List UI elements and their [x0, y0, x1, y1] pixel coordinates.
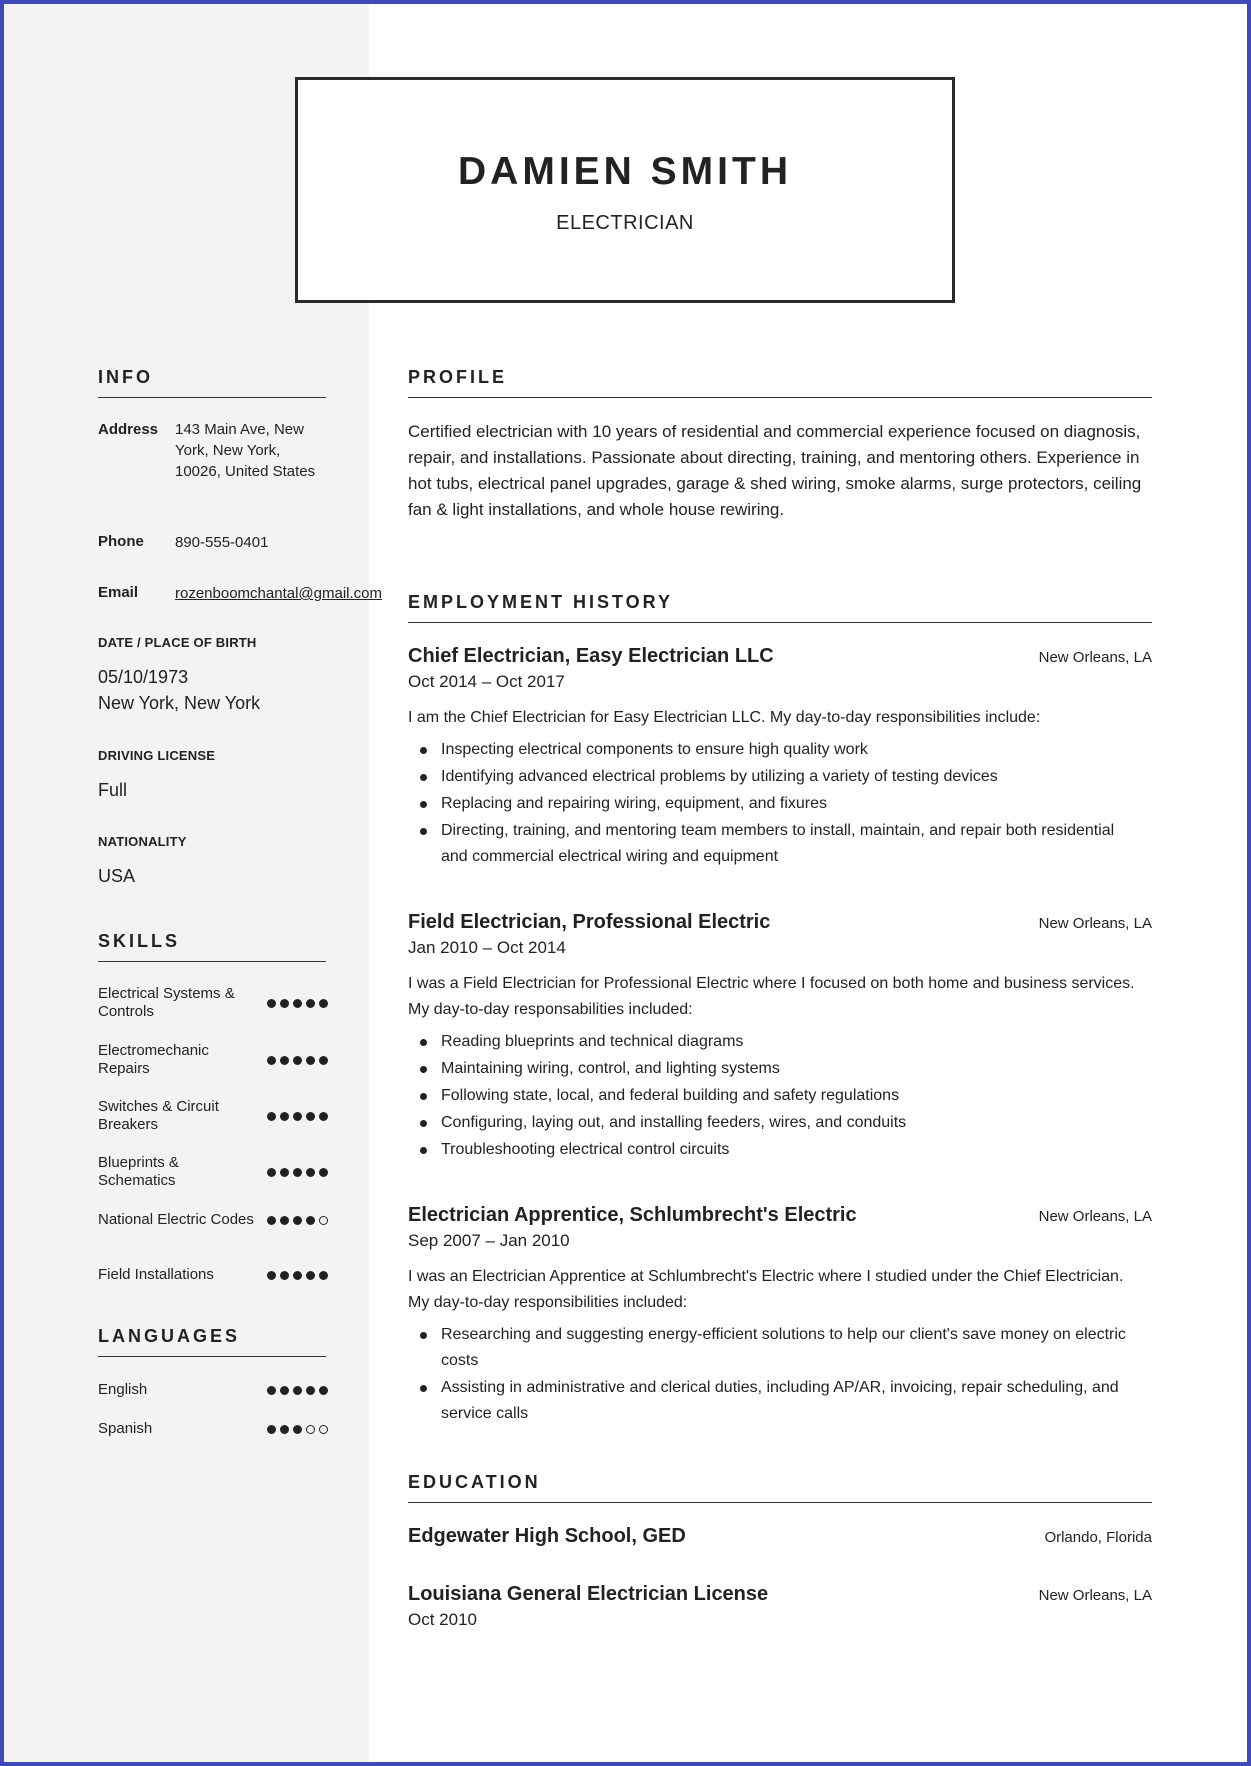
- filled-dot-icon: [280, 1216, 289, 1225]
- skill-name: Electromechanic Repairs: [98, 1042, 209, 1077]
- language-name: English: [98, 1381, 148, 1398]
- list-item: Inspecting electrical components to ensure high quality work: [408, 737, 1128, 763]
- skill-row: [98, 1098, 328, 1134]
- education-location: New Orleans, LA: [1038, 1587, 1152, 1604]
- address-value: 143 Main Ave, New York, New York, 10026, United States: [175, 421, 316, 480]
- employment-heading: EMPLOYMENT HISTORY: [408, 592, 674, 612]
- filled-dot-icon: [280, 1425, 289, 1434]
- dob-label: DATE / PLACE OF BIRTH: [98, 635, 257, 650]
- profile-text: Certified electrician with 10 years of residential and commercial experience focused on diagnosis, repair, and installations. Passionate about directing, training, and mentoring others. Experience in hot tubs, electrical panel upgrades, garage & shed wiring, smoke alarms, surge protectors, ceiling fan & light installations, and whole house rewiring.: [408, 422, 1142, 519]
- list-item: Identifying advanced electrical problems by utilizing a variety of testing devices: [408, 764, 1128, 790]
- job-entry: [408, 911, 1152, 1164]
- empty-dot-icon: [319, 1425, 328, 1434]
- skill-name: Electrical Systems & Controls: [98, 985, 235, 1020]
- skill-name: Field Installations: [98, 1266, 214, 1283]
- list-item: Following state, local, and federal building and safety regulations: [408, 1083, 1128, 1109]
- license-label: DRIVING LICENSE: [98, 748, 216, 763]
- dob-date: 05/10/1973: [98, 667, 189, 687]
- filled-dot-icon: [293, 999, 302, 1008]
- filled-dot-icon: [319, 1271, 328, 1280]
- filled-dot-icon: [306, 1112, 315, 1121]
- nationality-value: USA: [98, 866, 136, 886]
- skill-row: [98, 1211, 328, 1229]
- nationality-label: NATIONALITY: [98, 834, 187, 849]
- skills-heading: SKILLS: [98, 931, 181, 951]
- phone-label: Phone: [98, 533, 144, 550]
- languages-divider: [98, 1356, 326, 1357]
- filled-dot-icon: [267, 1216, 276, 1225]
- filled-dot-icon: [306, 1216, 315, 1225]
- language-rating-dots: [267, 1386, 328, 1395]
- language-row: [98, 1420, 328, 1438]
- filled-dot-icon: [306, 999, 315, 1008]
- filled-dot-icon: [280, 1271, 289, 1280]
- info-divider: [98, 397, 326, 398]
- skill-row: [98, 985, 328, 1021]
- candidate-name: DAMIEN SMITH: [458, 150, 792, 193]
- phone-value: 890-555-0401: [175, 534, 269, 551]
- job-description: I was a Field Electrician for Professional Electric where I focused on both home and business services. My day-to-day responsabilities included:: [408, 975, 1135, 1018]
- filled-dot-icon: [267, 1168, 276, 1177]
- language-row: [98, 1381, 328, 1399]
- education-location: Orlando, Florida: [1044, 1529, 1152, 1546]
- filled-dot-icon: [306, 1168, 315, 1177]
- filled-dot-icon: [293, 1386, 302, 1395]
- language-name: Spanish: [98, 1420, 153, 1437]
- filled-dot-icon: [319, 1112, 328, 1121]
- filled-dot-icon: [293, 1425, 302, 1434]
- job-dates: Sep 2007 – Jan 2010: [408, 1231, 570, 1250]
- filled-dot-icon: [267, 1056, 276, 1065]
- profile-heading: PROFILE: [408, 367, 508, 387]
- education-dates: Oct 2010: [408, 1610, 477, 1629]
- profile-divider: [408, 397, 1152, 398]
- skill-rating-dots: [267, 999, 328, 1008]
- education-title: Edgewater High School, GED: [408, 1525, 686, 1547]
- education-divider: [408, 1502, 1152, 1503]
- email-label: Email: [98, 584, 139, 601]
- filled-dot-icon: [280, 1056, 289, 1065]
- education-title: Louisiana General Electrician License: [408, 1583, 769, 1605]
- education-entry: [408, 1525, 1152, 1548]
- job-description: I am the Chief Electrician for Easy Electrician LLC. My day-to-day responsibilities include:: [408, 709, 1041, 726]
- filled-dot-icon: [293, 1271, 302, 1280]
- skill-name: Blueprints & Schematics: [98, 1154, 179, 1189]
- license-value: Full: [98, 780, 128, 800]
- dob-place: New York, New York: [98, 693, 261, 713]
- skill-rating-dots: [267, 1168, 328, 1177]
- skill-rating-dots: [267, 1056, 328, 1065]
- skills-divider: [98, 961, 326, 962]
- job-dates: Oct 2014 – Oct 2017: [408, 672, 565, 691]
- filled-dot-icon: [293, 1216, 302, 1225]
- list-item: Assisting in administrative and clerical duties, including AP/AR, invoicing, repair scheduling, and service calls: [408, 1375, 1128, 1427]
- name-header-box: [295, 77, 955, 303]
- job-entry: [408, 1204, 1152, 1428]
- filled-dot-icon: [306, 1386, 315, 1395]
- job-location: New Orleans, LA: [1038, 649, 1152, 666]
- filled-dot-icon: [267, 1112, 276, 1121]
- list-item: Reading blueprints and technical diagrams: [408, 1029, 1128, 1055]
- filled-dot-icon: [293, 1168, 302, 1177]
- skill-rating-dots: [267, 1271, 328, 1280]
- job-description: I was an Electrician Apprentice at Schlumbrecht's Electric where I studied under the Chief Electrician. My day-to-day responsibilities included:: [408, 1268, 1124, 1311]
- filled-dot-icon: [280, 1112, 289, 1121]
- job-dates: Jan 2010 – Oct 2014: [408, 938, 566, 957]
- job-title: Electrician Apprentice, Schlumbrecht's Electric: [408, 1204, 857, 1226]
- filled-dot-icon: [267, 999, 276, 1008]
- employment-divider: [408, 622, 1152, 623]
- filled-dot-icon: [293, 1112, 302, 1121]
- empty-dot-icon: [306, 1425, 315, 1434]
- skill-row: [98, 1266, 328, 1284]
- education-entry: [408, 1583, 1152, 1630]
- empty-dot-icon: [319, 1216, 328, 1225]
- filled-dot-icon: [280, 1168, 289, 1177]
- list-item: Maintaining wiring, control, and lighting systems: [408, 1056, 1128, 1082]
- filled-dot-icon: [280, 999, 289, 1008]
- filled-dot-icon: [319, 1168, 328, 1177]
- job-bullets: [408, 1029, 1128, 1163]
- education-heading: EDUCATION: [408, 1472, 541, 1492]
- list-item: Directing, training, and mentoring team members to install, maintain, and repair both residential and commercial electrical wiring and equipment: [408, 818, 1128, 870]
- skill-row: [98, 1042, 328, 1078]
- filled-dot-icon: [293, 1056, 302, 1065]
- job-location: New Orleans, LA: [1038, 1208, 1152, 1225]
- job-title: Chief Electrician, Easy Electrician LLC: [408, 645, 774, 667]
- skill-row: [98, 1154, 328, 1190]
- languages-heading: LANGUAGES: [98, 1326, 241, 1346]
- address-label: Address: [98, 421, 159, 438]
- skill-name: Switches & Circuit Breakers: [98, 1098, 219, 1133]
- filled-dot-icon: [267, 1271, 276, 1280]
- language-rating-dots: [267, 1425, 328, 1434]
- list-item: Researching and suggesting energy-efficient solutions to help our client's save money on electric costs: [408, 1322, 1128, 1374]
- skill-rating-dots: [267, 1216, 328, 1225]
- email-link[interactable]: rozenboomchantal@gmail.com: [175, 585, 382, 602]
- list-item: Troubleshooting electrical control circuits: [408, 1137, 1128, 1163]
- job-title: Field Electrician, Professional Electric: [408, 911, 771, 933]
- list-item: Configuring, laying out, and installing feeders, wires, and conduits: [408, 1110, 1128, 1136]
- filled-dot-icon: [306, 1271, 315, 1280]
- filled-dot-icon: [267, 1386, 276, 1395]
- filled-dot-icon: [319, 1386, 328, 1395]
- job-bullets: [408, 1322, 1128, 1427]
- filled-dot-icon: [319, 999, 328, 1008]
- filled-dot-icon: [306, 1056, 315, 1065]
- filled-dot-icon: [280, 1386, 289, 1395]
- info-heading: INFO: [98, 367, 153, 387]
- job-entry: [408, 645, 1152, 871]
- filled-dot-icon: [267, 1425, 276, 1434]
- skill-name: National Electric Codes: [98, 1211, 254, 1228]
- skill-rating-dots: [267, 1112, 328, 1121]
- job-bullets: [408, 737, 1128, 870]
- filled-dot-icon: [319, 1056, 328, 1065]
- job-location: New Orleans, LA: [1038, 915, 1152, 932]
- list-item: Replacing and repairing wiring, equipment, and fixures: [408, 791, 1128, 817]
- candidate-title: ELECTRICIAN: [556, 212, 694, 234]
